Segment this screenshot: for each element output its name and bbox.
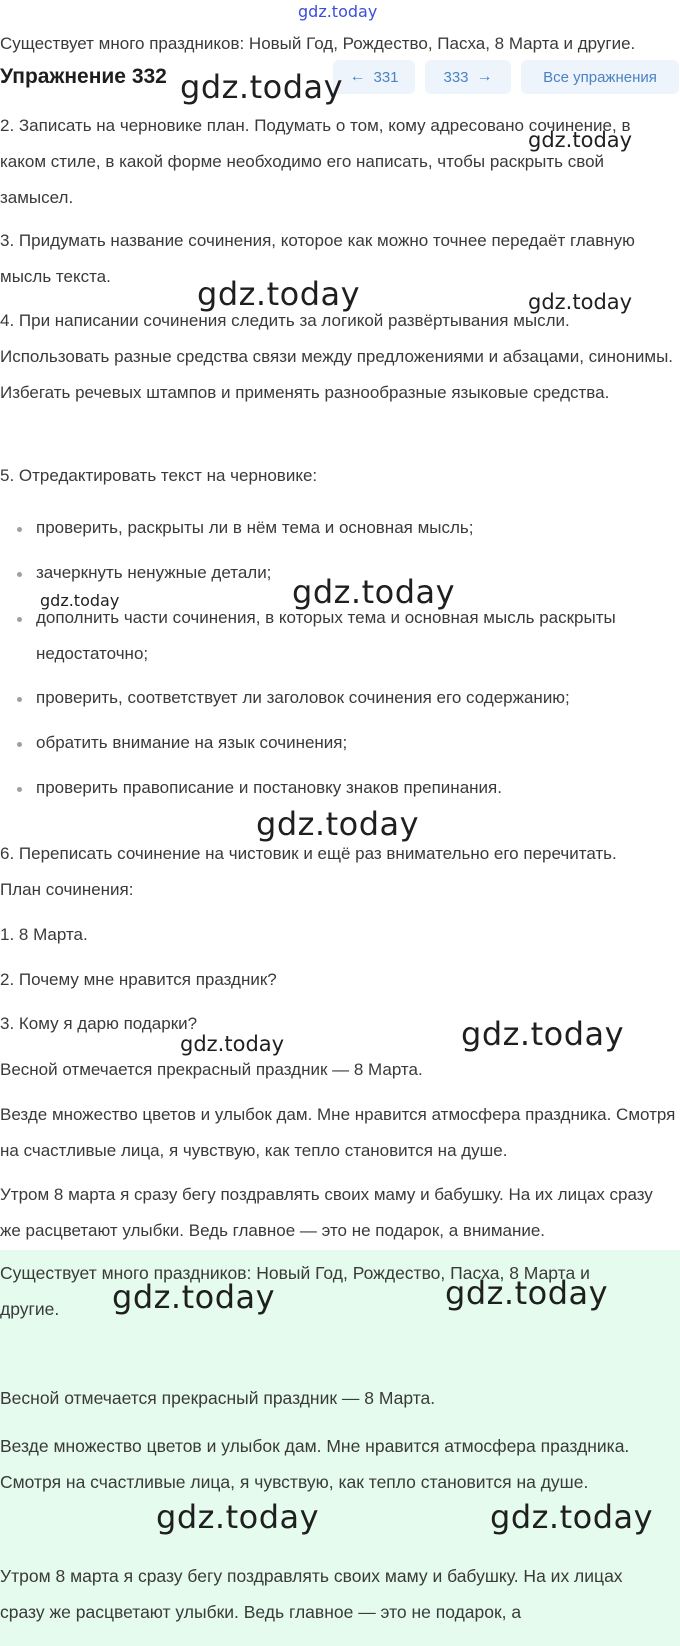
watermark: gdz.today (256, 805, 420, 843)
step-3-text: 3. Придумать название сочинения, которое как можно точнее передаёт главную мысль текста. (0, 231, 635, 286)
watermark: gdz.today (445, 1274, 609, 1312)
watermark: gdz.today (180, 68, 344, 106)
watermark: gdz.today (490, 1498, 654, 1536)
intro-text: Существует много праздников: Новый Год, Рождество, Пасха, 8 Марта и другие. (0, 34, 636, 53)
next-exercise-button[interactable] (425, 60, 511, 94)
step-2-text: 2. Записать на черновике план. Подумать о том, кому адресовано сочинение, в каком стиле, в какой форме необходимо его написать, чтобы раскрыть свой замысел. (0, 116, 631, 207)
step-6-text: 6. Переписать сочинение на чистовик и ещё раз внимательно его перечитать. (0, 844, 617, 863)
step-5-text: 5. Отредактировать текст на черновике: (0, 466, 318, 485)
watermark: gdz.today (112, 1278, 276, 1316)
plan-item-3: 3. Кому я дарю подарки? (0, 1014, 198, 1033)
watermark: gdz.today (461, 1015, 625, 1053)
watermark-top: gdz.today (298, 2, 378, 21)
answer-paragraph-1: Существует много праздников: Новый Год, Рождество, Пасха, 8 Марта и другие. (0, 1263, 590, 1319)
answer-paragraph-2: Весной отмечается прекрасный праздник — 8 Марта. (0, 1388, 436, 1408)
answer-paragraph-4: Утром 8 марта я сразу бегу поздравлять своих маму и бабушку. На их лицах сразу же расцветают улыбки. Ведь главное — это не подарок, а (0, 1566, 623, 1622)
all-exercises-label: Все упражнения (543, 68, 657, 86)
prev-exercise-button[interactable] (333, 60, 415, 94)
plan-item-2: 2. Почему мне нравится праздник? (0, 970, 277, 989)
answer-paragraph-3: Везде множество цветов и улыбок дам. Мне нравится атмосфера праздника. Смотря на счастливые лица, я чувствую, как тепло становится на душе. (0, 1436, 630, 1492)
step-4-text: 4. При написании сочинения следить за логикой развёртывания мысли. Использовать разные средства связи между предложениями и абзацами, синонимы. Избегать речевых штампов и применять разнообразные языковые средства. (0, 311, 674, 402)
arrow-left-icon: ← (349, 68, 366, 85)
watermark: gdz.today (292, 573, 456, 611)
plan-heading: План сочинения: (0, 880, 134, 899)
essay-paragraph-1: Весной отмечается прекрасный праздник — 8 Марта. (0, 1060, 423, 1079)
prev-exercise-label: 331 (373, 68, 399, 86)
essay-paragraph-2: Везде множество цветов и улыбок дам. Мне нравится атмосфера праздника. Смотря на счастливые лица, я чувствую, как тепло становится на душе. (0, 1105, 676, 1160)
essay-paragraph-3: Утром 8 марта я сразу бегу поздравлять своих маму и бабушку. На их лицах сразу же расцветают улыбки. Ведь главное — это не подарок, а внимание. (0, 1185, 653, 1240)
watermark: gdz.today (528, 290, 633, 314)
watermark: gdz.today (156, 1498, 320, 1536)
arrow-right-icon: → (476, 68, 493, 85)
watermark: gdz.today (528, 128, 633, 152)
watermark: gdz.today (40, 591, 120, 610)
page-title: Упражнение 332 (0, 65, 167, 88)
all-exercises-button[interactable] (521, 60, 679, 94)
watermark: gdz.today (180, 1032, 285, 1056)
watermark: gdz.today (197, 275, 361, 313)
next-exercise-label: 333 (443, 68, 469, 86)
plan-item-1: 1. 8 Марта. (0, 925, 88, 944)
